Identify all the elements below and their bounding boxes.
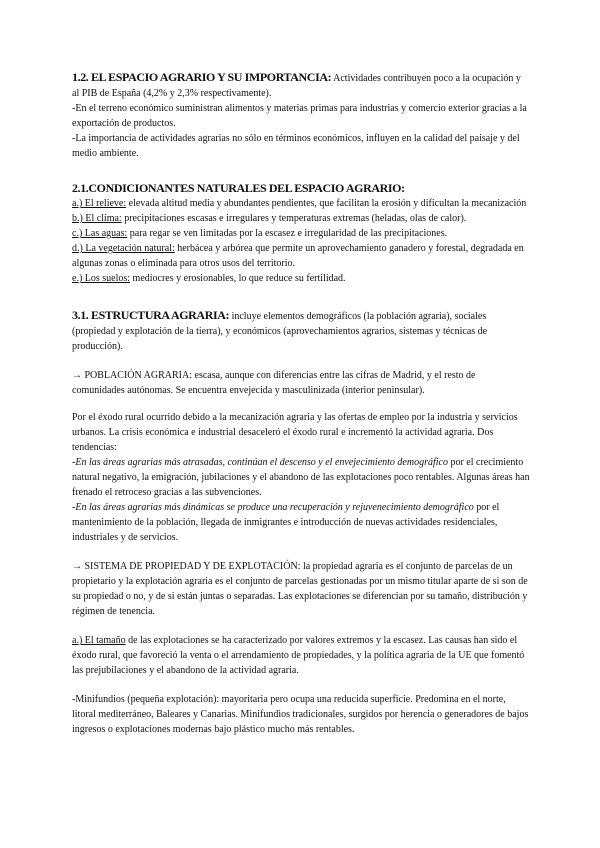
tendencia-text: por el crecimiento natural negativo, la emigración, jubilaciones y el abandono de las explotaciones poco rentables. Algunas áreas han frenado el retroceso gracias a las subvenciones. xyxy=(72,457,530,498)
tendencia-text: por el mantenimiento de la población, llegada de inmigrantes e introducción de nuevas actividades residenciales, industriales y de servicios. xyxy=(72,502,500,543)
item-text: para regar se ven limitadas por la escasez e irregularidad de las precipitaciones. xyxy=(127,228,448,239)
tamano-label: a.) El tamaño xyxy=(72,635,126,646)
tendencia-italic: -En las áreas agrarias más dinámicas se produce una recuperación y rejuvenecimiento demográfico xyxy=(72,502,474,513)
section-espacio-agrario xyxy=(72,70,530,161)
section-intro-text: incluye elementos demográficos (la población agraria), sociales (propiedad y explotación de la tierra), y económicos (aprovechamientos agrarios, sistemas y técnicas de producción). xyxy=(72,311,488,352)
item-label: e.) Los suelos: xyxy=(72,273,131,284)
item-text: herbácea y arbórea que permite un aprovechamiento ganadero y forestal, degradada en algunas zonas o eliminada para otros usos del territorio. xyxy=(72,243,524,269)
section-condicionantes xyxy=(72,181,530,286)
paragraph-estructura-intro xyxy=(72,308,530,354)
item-label: d.) La vegetación natural: xyxy=(72,243,175,254)
section-estructura-agraria xyxy=(72,308,530,737)
item-label: a.) El relieve: xyxy=(72,198,127,209)
section-heading: 3.1. ESTRUCTURA AGRARIA: xyxy=(72,308,230,322)
paragraph-paisaje: -La importancia de actividades agrarias no sólo en términos económicos, influyen en la calidad del paisaje y del medio ambiente. xyxy=(72,133,520,159)
paragraph-exodo-rural: Por el éxodo rural ocurrido debido a la mecanización agraria y las ofertas de empleo por la industria y servicios urbanos. La crisis económica e industrial desaceleró el éxodo rural e incrementó la actividad agraria. Dos tendencias: xyxy=(72,412,518,453)
paragraph-sistema-propiedad: → SISTEMA DE PROPIEDAD Y DE EXPLOTACIÓN: la propiedad agraria es el conjunto de parcelas de un propietario y la explotación agraria es el conjunto de parcelas gestionadas por un mismo titular aparte de si son de su propiedad o no, y de si están juntas o separadas. Las explotaciones se diferencian por su tamaño, distribución y régimen de tenencia. xyxy=(72,561,528,617)
tamano-text: de las explotaciones se ha caracterizado por valores extremos y la escasez. Las causas han sido el éxodo rural, que favoreció la venta o el arrendamiento de propiedades, y la política agraria de la UE que fomentó las prejubilaciones y el abandono de la actividad agraria. xyxy=(72,635,525,676)
list-item-aguas xyxy=(72,226,530,241)
item-text: precipitaciones escasas e irregulares y temperaturas extremas (heladas, olas de calor). xyxy=(121,213,467,224)
paragraph-poblacion-agraria: → POBLACIÓN AGRARIA: escasa, aunque con diferencias entre las cifras de Madrid, y el resto de comunidades autónomas. Se encuentra envejecida y masculinizada (interior peninsular). xyxy=(72,370,476,396)
list-item-clima xyxy=(72,211,530,226)
tendencia-italic: -En las áreas agrarias más atrasadas, continúan el descenso y el envejecimiento demográfico xyxy=(72,457,448,468)
list-item-suelos xyxy=(72,271,530,286)
paragraph-intro xyxy=(72,70,530,101)
item-text: elevada altitud media y abundantes pendientes, que facilitan la erosión y dificultan la mecanización xyxy=(126,198,527,209)
item-label: c.) Las aguas: xyxy=(72,228,128,239)
list-item-relieve xyxy=(72,196,530,211)
document-page xyxy=(72,70,530,737)
section-heading: 1.2. EL ESPACIO AGRARIO Y SU IMPORTANCIA: xyxy=(72,70,332,84)
item-text: mediocres y erosionables, lo que reduce su fertilidad. xyxy=(130,273,346,284)
list-item-vegetacion xyxy=(72,241,530,271)
paragraph-tendencia-dinamicas xyxy=(72,500,530,545)
paragraph-economia: -En el terreno económico suministran alimentos y materias primas para industrias y comercio exterior gracias a la exportación de productos. xyxy=(72,103,527,129)
paragraph-tendencia-atrasadas xyxy=(72,455,530,500)
item-label: b.) El clima: xyxy=(72,213,122,224)
paragraph-minifundios: -Minifundios (pequeña explotación): mayoritaria pero ocupa una reducida superficie. Predomina en el norte, litoral mediterráneo, Baleares y Canarias. Minifundios tradicionales, surgidos por herencia o generadores de bajos ingresos o explotaciones modernas bajo plástico mucho más rentables. xyxy=(72,694,529,735)
paragraph-tamano xyxy=(72,633,530,678)
section-heading: 2.1.CONDICIONANTES NATURALES DEL ESPACIO AGRARIO: xyxy=(72,181,405,195)
section-intro-text: Actividades contribuyen poco a la ocupación y al PIB de España (4,2% y 2,3% respectivamente). xyxy=(72,73,521,99)
